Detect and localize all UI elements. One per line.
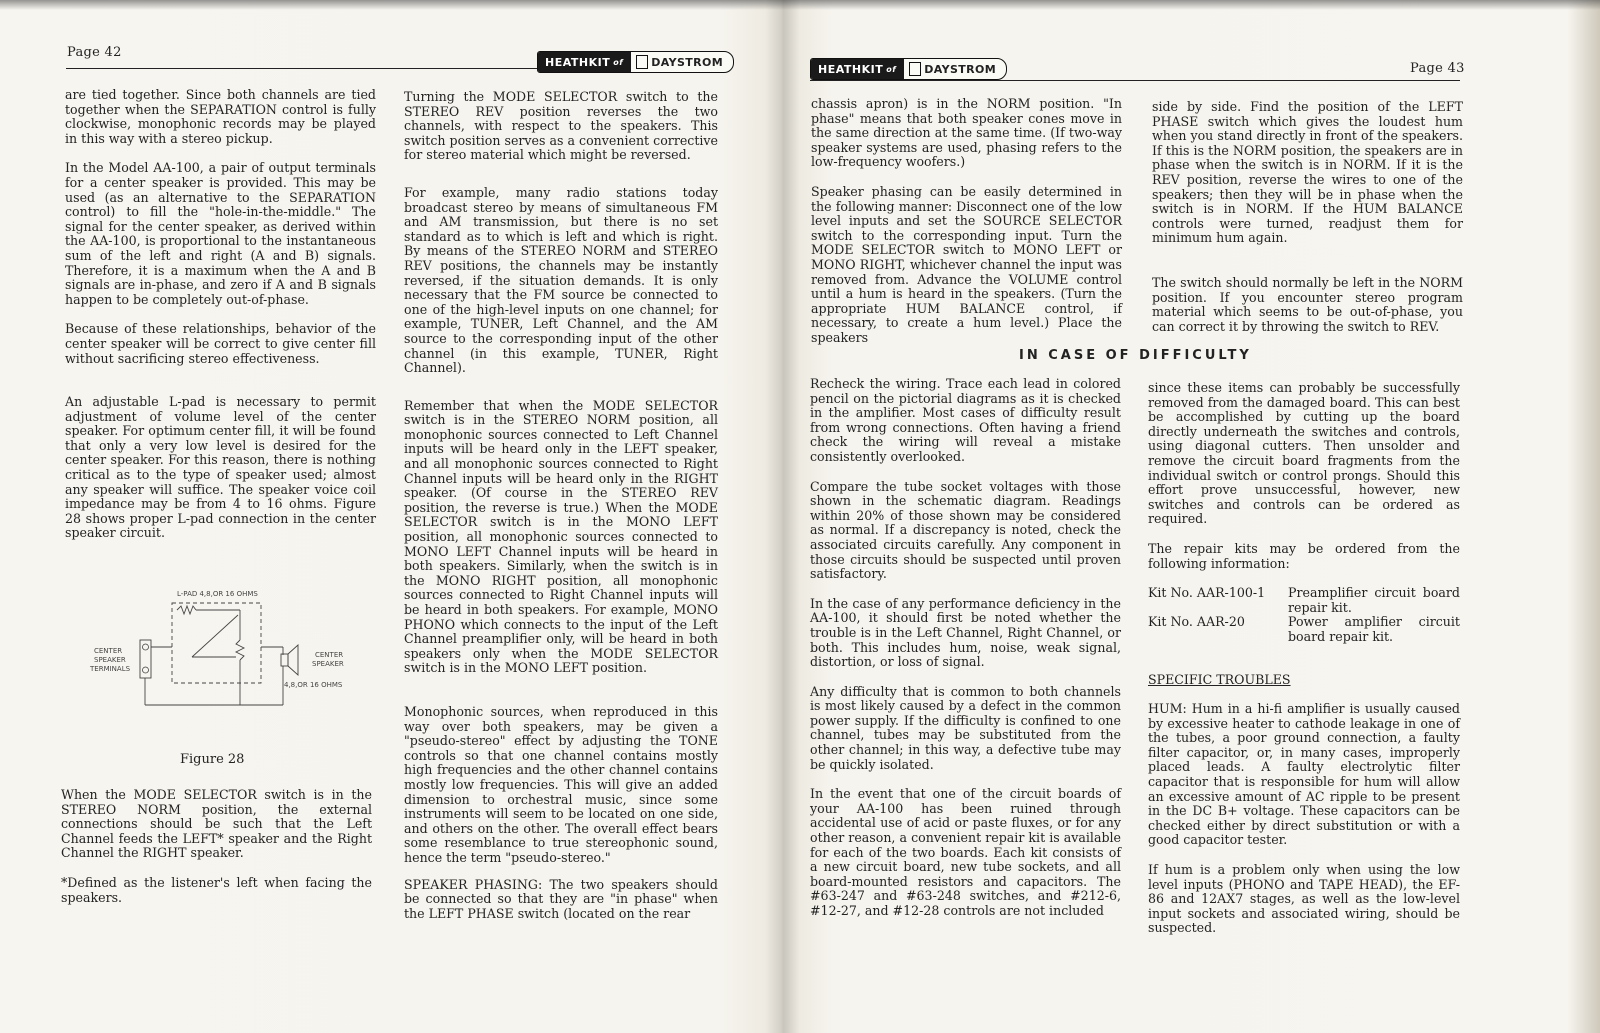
right-column-2-bottom: [1148, 381, 1460, 936]
paragraph: In the Model AA-100, a pair of output terminals for a center speaker is provided. This may be used (as an alternative to the SEPARATION control) to fill the "hole-in-the-middle." The signal for the center speaker, as derived within the AA-100, is proportional to the instantaneous sum of the left and right (A and B) signals. Therefore, it is a maximum when the A and B signals are in-phase, and zero if A and B signals happen to be completely out-of-phase.: [65, 160, 376, 307]
logo-brand: HEATHKIT: [818, 62, 884, 76]
figure-28-diagram: [88, 585, 363, 715]
right-column-1-bottom: [810, 377, 1121, 919]
logo-of: of: [886, 64, 897, 74]
right-page: [783, 0, 1600, 1033]
paragraph: are tied together. Since both channels are tied together when the SEPARATION control is fully clockwise, monophonic records may be played in this way with a stereo pickup.: [65, 87, 376, 146]
left-column-1-bottom: [61, 788, 372, 905]
paragraph: chassis apron) is in the NORM position. "In phase" means that both speaker cones move in the same direction at the same time. (If two-way speaker systems are used, phasing refers to the low-frequency woofers.): [811, 96, 1122, 170]
kit-number: Kit No. AAR-20: [1148, 614, 1245, 630]
paragraph: Remember that when the MODE SELECTOR switch is in the STEREO NORM position, all monophonic sources connected to Left Channel inputs will be heard only in the LEFT speaker, and all monophonic sources connected to Right Channel inputs will be heard only in the RIGHT speaker. (Of course in the STEREO REV position, the reverse is true.) When the MODE SELECTOR switch is in the MONO LEFT position, all monophonic sources connected to MONO LEFT Channel inputs will be heard in both speakers. Similarly, when the switch is in the MONO RIGHT position, all monophonic sources connected to Right Channel inputs will be heard in both speakers. For example, MONO PHONO which connects to the input of the Left Channel preamplifier only, will be heard in both speakers only when the MODE SELECTOR switch is in the MONO LEFT position.: [404, 397, 718, 676]
paragraph: Monophonic sources, when reproduced in this way over both speakers, may be given a "pseudo-stereo" effect by adjusting the TONE controls so that one channel contains mostly high frequencies and the other channel contains mostly low frequencies. This will give an added dimension to orchestral music, since some instruments will seem to be located on one side, and others on the other. The overall effect bears some resemblance to true stereophonic sound, hence the term "pseudo-stereo.": [404, 703, 718, 865]
footnote: *Defined as the listener's left when facing the speakers.: [61, 874, 372, 905]
paragraph: The repair kits may be ordered from the following information:: [1148, 540, 1460, 571]
diagram-speaker-label: SPEAKER: [312, 660, 344, 668]
page-number: Page 43: [1410, 61, 1465, 76]
kit-number: Kit No. AAR-100-1: [1148, 585, 1266, 601]
paragraph: side by side. Find the position of the LEFT PHASE switch which gives the loudest hum when you stand directly in front of the speakers. If this is the NORM position, the speakers are in phase when the switch is in NORM. If it is the REV position, reverse the wires to one of the speakers; then they will be in phase when the switch is in NORM. If the HUM BALANCE controls were turned, readjust them for minimum hum again.: [1152, 99, 1463, 246]
diagram-terminals-label: TERMINALS: [90, 665, 131, 673]
subheading: SPECIFIC TROUBLES: [1148, 671, 1291, 687]
repair-kit-row: [1148, 586, 1460, 615]
heathkit-daystrom-logo: [810, 58, 1007, 80]
diagram-ohms-label: 4,8,OR 16 OHMS: [284, 681, 343, 689]
diagram-terminals-label: SPEAKER: [94, 656, 126, 664]
paragraph: Because of these relationships, behavior of the center speaker will be correct to give center fill without sacrificing stereo effectiveness.: [65, 321, 376, 366]
paragraph: In the event that one of the circuit boards of your AA-100 has been ruined through accidental use of acid or paste fluxes, or for any other reason, a convenient repair kit is available for each of the two boards. Each kit consists of a new circuit board, new tube sockets, and all board-mounted resistors and capacitors. The #63-247 and #63-248 switches, and #212-6, #12-27, and #12-28 controls are not included: [810, 786, 1121, 918]
paragraph: In the case of any performance deficiency in the AA-100, it should first be noted whether the trouble is in the Left Channel, Right Channel, or both. This includes hum, noise, weak signal, distortion, or loss of signal.: [810, 595, 1121, 670]
paragraph: The switch should normally be left in the NORM position. If you encounter stereo program material which seems to be out-of-phase, you can correct it by throwing the switch to REV.: [1152, 274, 1463, 334]
paragraph: Compare the tube socket voltages with those shown in the schematic diagram. Readings within 20% of those shown may be considered as normal. If a discrepancy is noted, check the associated circuits carefully. Any component in those circuits should be suspected until proven satisfactory.: [810, 478, 1121, 582]
diagram-speaker-label: CENTER: [315, 651, 344, 659]
kit-description: Preamplifier circuit board repair kit.: [1288, 585, 1460, 615]
right-column-1-top: [811, 97, 1122, 346]
right-column-2-top: [1152, 100, 1463, 334]
header-rule: [810, 80, 1460, 81]
figure-caption: Figure 28: [180, 752, 245, 767]
paragraph: Any difficulty that is common to both channels is most likely caused by a defect in the common power supply. If the difficulty is confined to one channel, tubes may be substituted from the other channel; in this way, a defective tube may be quickly isolated.: [810, 683, 1121, 772]
paragraph: Recheck the wiring. Trace each lead in colored pencil on the pictorial diagrams as it is checked in the amplifier. Most cases of difficulty result from wrong connections. Often having a friend check the wiring will reveal a mistake consistently overlooked.: [810, 376, 1121, 464]
page-edge-shadow: [0, 0, 783, 10]
heathkit-daystrom-logo: [537, 51, 734, 73]
paragraph: HUM: Hum in a hi-fi amplifier is usually caused by excessive heater to cathode leakage in one of the tubes, a poor ground connection, a faulty filter capacitor, or, in many cases, improperly placed leads. A faulty electrolytic filter capacitor that is responsible for hum will allow an excessive amount of AC ripple to be present in the DC B+ voltage. These capacitors can be checked either by direct substitution or with a good capacitor tester.: [1148, 701, 1460, 848]
diagram-terminals-label: CENTER: [94, 647, 123, 655]
book-gutter: [765, 0, 800, 1033]
repair-kit-row: [1148, 615, 1460, 644]
diagram-lpad-label: L-PAD 4,8,OR 16 OHMS: [177, 590, 258, 598]
repair-kit-list: [1148, 586, 1460, 644]
page-number: Page 42: [67, 45, 122, 60]
paragraph: since these items can probably be successfully removed from the damaged board. This can best be accomplished by cutting up the board directly underneath the switches and controls, using diagonal cutters. Then unsolder and remove the circuit board fragments from the individual switch or control prongs. Should this effort prove unsuccessful, however, new switches and controls can be ordered as required.: [1148, 380, 1460, 527]
section-heading: IN CASE OF DIFFICULTY: [1019, 348, 1252, 363]
paragraph: When the MODE SELECTOR switch is in the STEREO NORM position, the external connections should be such that the Left Channel feeds the LEFT* speaker and the Right Channel the RIGHT speaker.: [61, 787, 372, 861]
logo-brand: HEATHKIT: [545, 55, 611, 69]
paragraph: SPEAKER PHASING: The two speakers should be connected so that they are "in phase" when the LEFT PHASE switch (located on the rear: [404, 876, 718, 921]
kit-description: Power amplifier circuit board repair kit.: [1288, 614, 1460, 644]
logo-of: of: [613, 57, 624, 67]
logo-company: DAYSTROM: [924, 62, 997, 76]
left-column-2: [404, 90, 718, 921]
paragraph: Turning the MODE SELECTOR switch to the STEREO REV position reverses the two channels, with respect to the speakers. This switch position serves as a convenient corrective for stereo material which might be reversed.: [404, 89, 718, 163]
paragraph: An adjustable L-pad is necessary to permit adjustment of volume level of the center speaker. For optimum center fill, it will be found that only a very low level is desired for the center speaker. For this reason, there is nothing critical as to the type of speaker used; almost any speaker will suffice. The speaker voice coil impedance may be from 4 to 16 ohms. Figure 28 shows proper L-pad connection in the center speaker circuit.: [65, 394, 376, 541]
page-edge-shadow: [783, 0, 1600, 10]
daystrom-emblem-icon: [909, 62, 921, 76]
paragraph: If hum is a problem only when using the low level inputs (PHONO and TAPE HEAD), the EF-86 and 12AX7 stages, as well as the low-level input sockets and associated wiring, should be suspected.: [1148, 862, 1460, 936]
daystrom-emblem-icon: [636, 55, 648, 69]
left-page: [0, 0, 783, 1033]
left-column-1: [65, 88, 376, 541]
paragraph: For example, many radio stations today broadcast stereo by means of simultaneous FM and AM transmission, but there is no set standard as to which is left and which is right. By means of the STEREO NORM and STEREO REV positions, the channels may be instantly reversed, if the situation demands. It is only necessary that the FM source be connected to one of the high-level inputs on one channel; for example, TUNER, Left Channel, and the AM source to the corresponding input of the other channel (in this example, TUNER, Right Channel).: [404, 184, 718, 376]
paragraph: Speaker phasing can be easily determined in the following manner: Disconnect one of the low level inputs and set the SOURCE SELECTOR switch to the corresponding input. Turn the MODE SELECTOR switch to MONO LEFT or MONO RIGHT, whichever channel the input was removed from. Advance the VOLUME control until a hum is heard in the speakers. (Turn the appropriate HUM BALANCE control, if necessary, to create a hum level.) Place the speakers: [811, 183, 1122, 345]
logo-company: DAYSTROM: [651, 55, 724, 69]
